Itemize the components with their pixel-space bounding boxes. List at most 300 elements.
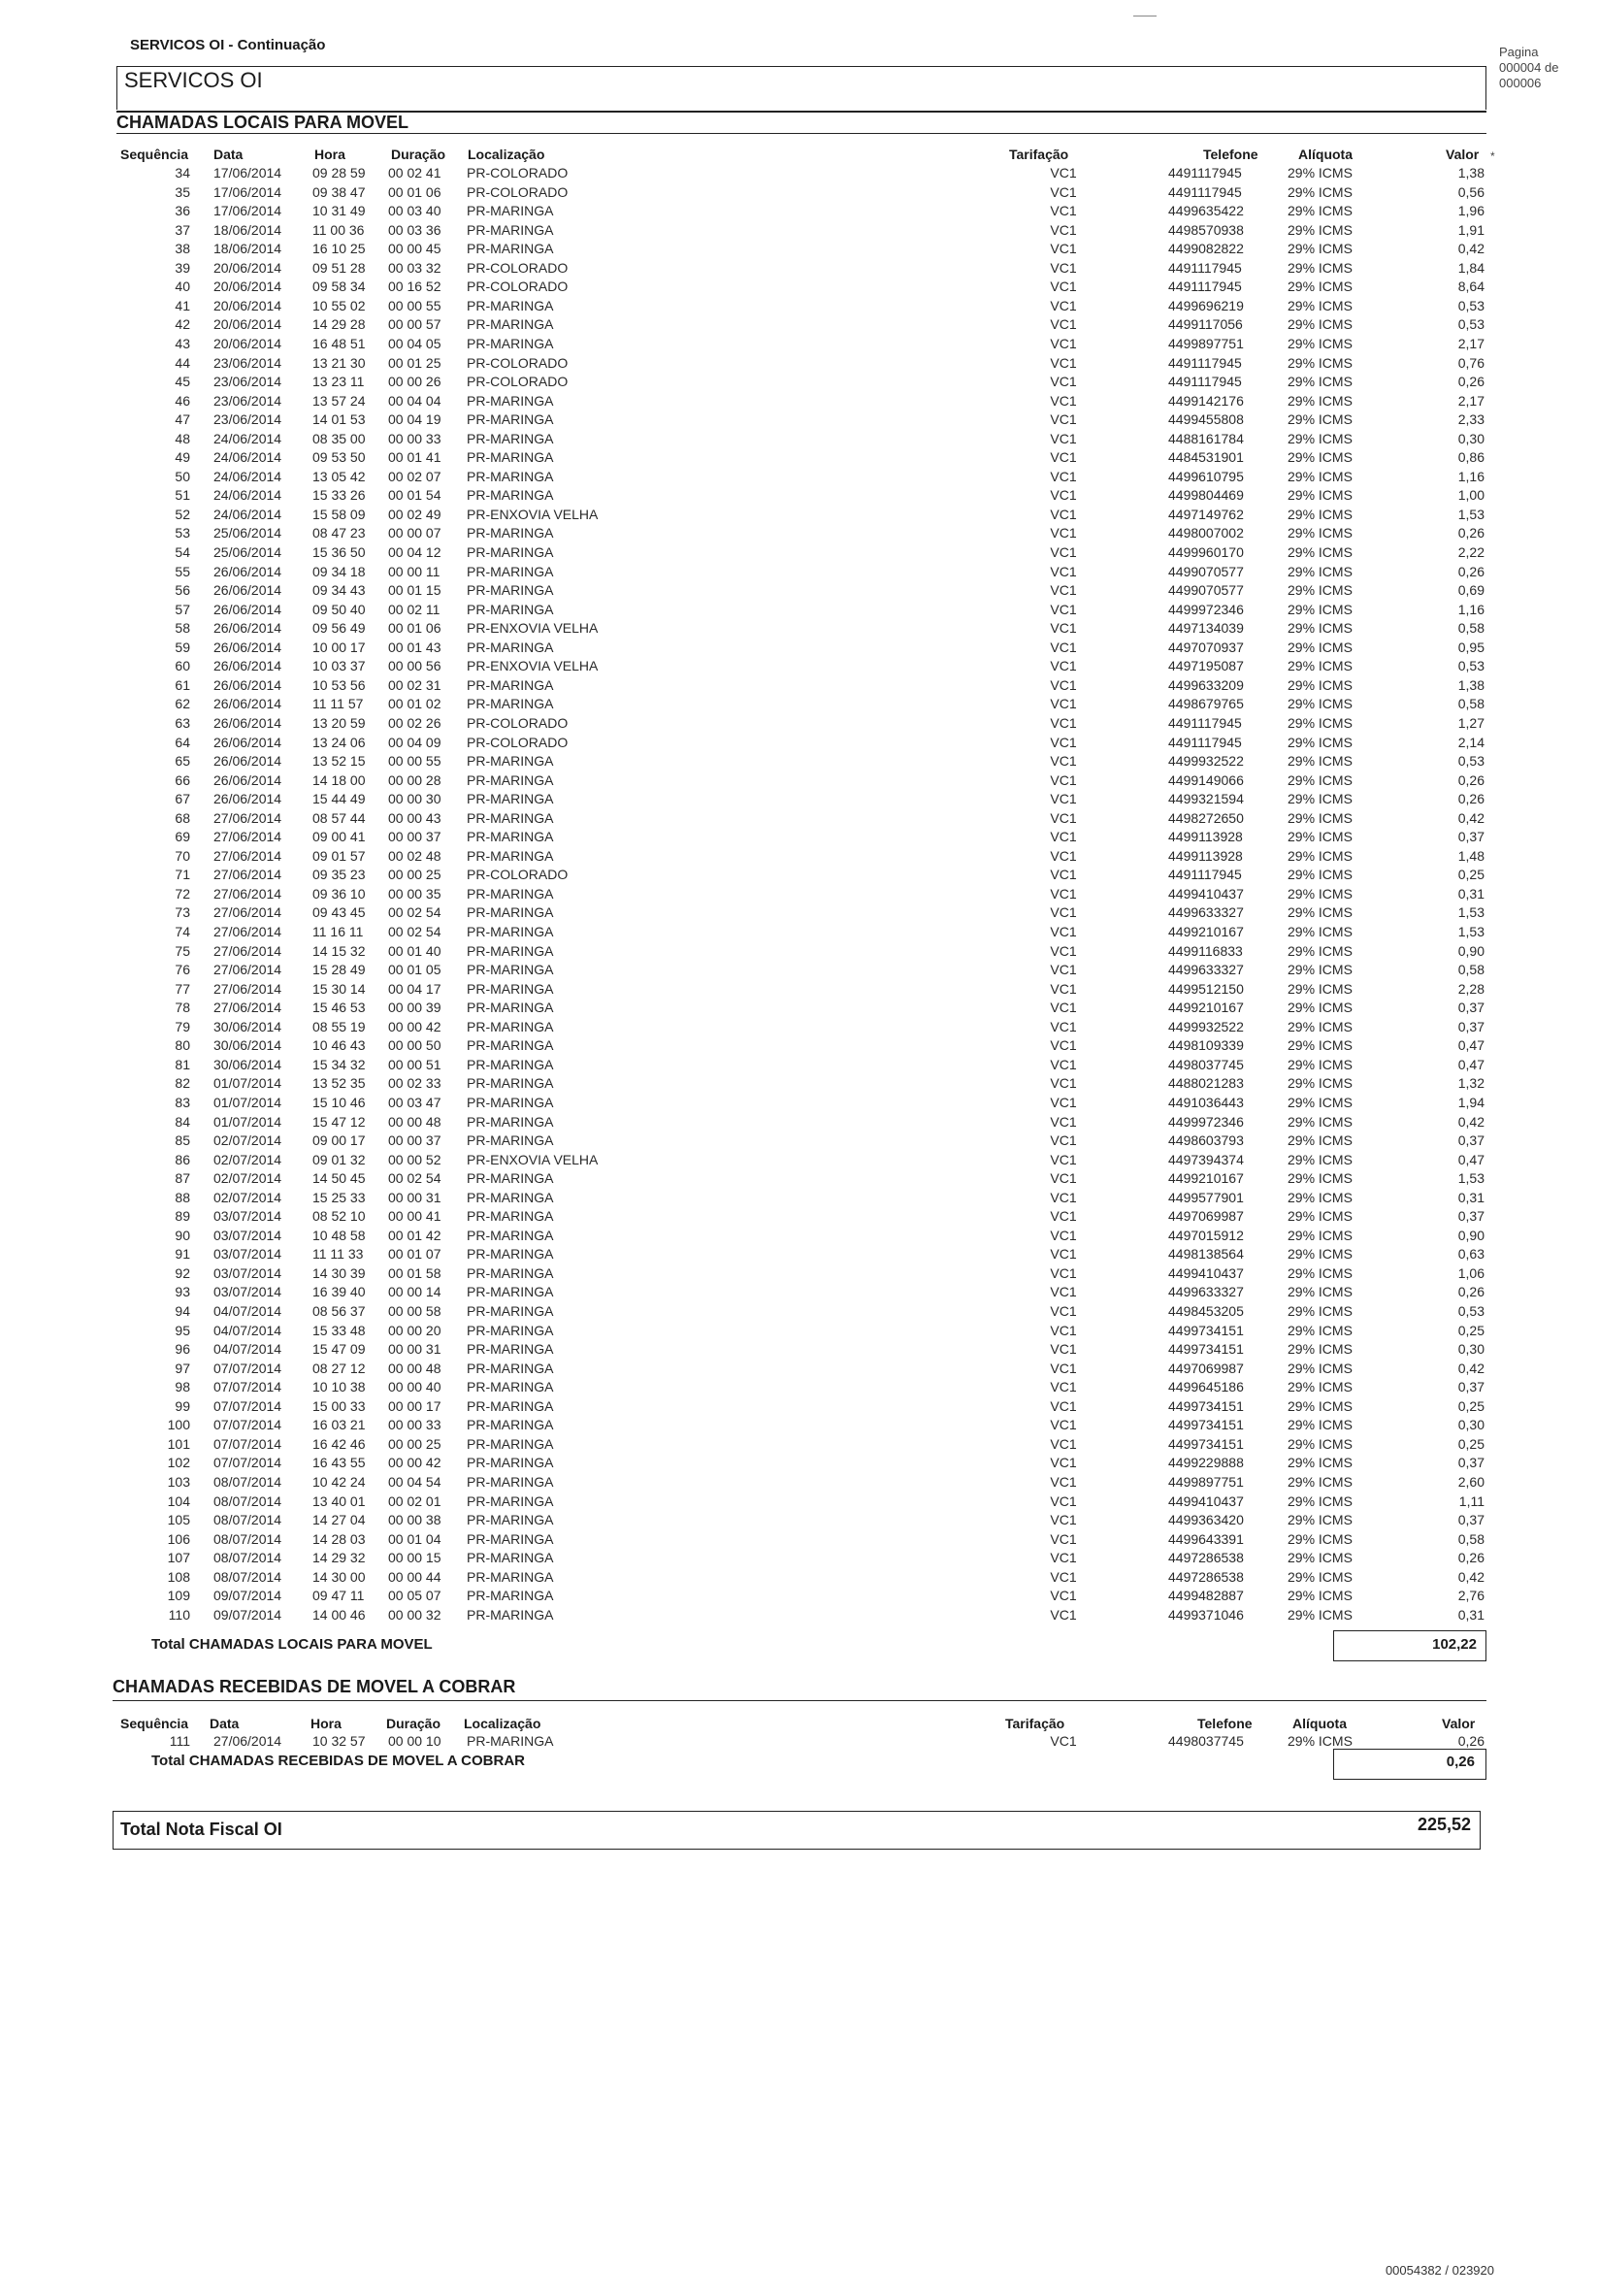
- cell-data: 07/07/2014: [213, 1417, 282, 1433]
- cell-hora: 08 57 44: [312, 809, 366, 826]
- cell-tarifacao: VC1: [1050, 468, 1077, 484]
- cell-localizacao: PR-ENXOVIA VELHA: [467, 1151, 599, 1167]
- cell-tarifacao: VC1: [1050, 1588, 1077, 1604]
- cell-tarifacao: VC1: [1050, 1341, 1077, 1358]
- col-valor: Valor: [1442, 1716, 1476, 1731]
- cell-hora: 14 00 46: [312, 1606, 366, 1623]
- footer-code: 00054382 / 023920: [1385, 2263, 1494, 2278]
- cell-data: 30/06/2014: [213, 1056, 282, 1072]
- cell-valor: 0,26: [1457, 1733, 1485, 1749]
- cell-valor: 0,53: [1457, 316, 1485, 333]
- table-row: [0, 1474, 1599, 1492]
- cell-tarifacao: VC1: [1050, 1360, 1077, 1376]
- cell-tarifacao: VC1: [1050, 1018, 1077, 1034]
- cell-hora: 09 00 17: [312, 1132, 366, 1149]
- cell-hora: 15 33 26: [312, 487, 366, 504]
- cell-hora: 10 10 38: [312, 1379, 366, 1395]
- col-tarifacao: Tarifação: [1009, 147, 1069, 162]
- cell-aliquota: 29% ICMS: [1288, 165, 1353, 180]
- cell-tarifacao: VC1: [1050, 847, 1077, 864]
- cell-seq: 79: [175, 1018, 190, 1034]
- cell-hora: 13 23 11: [312, 374, 365, 390]
- cell-aliquota: 29% ICMS: [1288, 544, 1353, 560]
- cell-tarifacao: VC1: [1050, 1303, 1077, 1319]
- cell-localizacao: PR-MARINGA: [467, 1264, 554, 1281]
- cell-localizacao: PR-COLORADO: [467, 165, 569, 180]
- cell-aliquota: 29% ICMS: [1288, 525, 1353, 541]
- cell-tarifacao: VC1: [1050, 411, 1077, 428]
- cell-seq: 41: [175, 297, 190, 313]
- cell-aliquota: 29% ICMS: [1288, 1588, 1353, 1604]
- cell-aliquota: 29% ICMS: [1288, 1530, 1353, 1547]
- cell-tarifacao: VC1: [1050, 1037, 1077, 1054]
- cell-tarifacao: VC1: [1050, 1284, 1077, 1300]
- cell-valor: 0,26: [1457, 1284, 1485, 1300]
- table-row: [0, 222, 1599, 241]
- cell-localizacao: PR-MARINGA: [467, 1056, 554, 1072]
- cell-duracao: 00 01 42: [388, 1227, 441, 1243]
- cell-tarifacao: VC1: [1050, 241, 1077, 257]
- cell-tarifacao: VC1: [1050, 487, 1077, 504]
- cell-data: 08/07/2014: [213, 1492, 282, 1509]
- cell-telefone: 4499482887: [1168, 1588, 1244, 1604]
- cell-aliquota: 29% ICMS: [1288, 1037, 1353, 1054]
- cell-tarifacao: VC1: [1050, 374, 1077, 390]
- cell-duracao: 00 00 15: [388, 1550, 441, 1566]
- cell-seq: 36: [175, 203, 190, 219]
- cell-seq: 98: [175, 1379, 190, 1395]
- cell-localizacao: PR-COLORADO: [467, 867, 569, 883]
- cell-valor: 0,58: [1457, 1530, 1485, 1547]
- cell-aliquota: 29% ICMS: [1288, 316, 1353, 333]
- cell-hora: 11 00 36: [312, 221, 365, 238]
- cell-duracao: 00 00 31: [388, 1189, 441, 1205]
- cell-localizacao: PR-MARINGA: [467, 582, 554, 599]
- cell-data: 27/06/2014: [213, 867, 282, 883]
- cell-hora: 16 48 51: [312, 335, 366, 351]
- cell-tarifacao: VC1: [1050, 1417, 1077, 1433]
- cell-duracao: 00 00 07: [388, 525, 441, 541]
- cell-valor: 0,30: [1457, 1341, 1485, 1358]
- cell-localizacao: PR-MARINGA: [467, 676, 554, 693]
- cell-aliquota: 29% ICMS: [1288, 1094, 1353, 1110]
- cell-seq: 80: [175, 1037, 190, 1054]
- cell-aliquota: 29% ICMS: [1288, 791, 1353, 807]
- table-row: [0, 355, 1599, 374]
- cell-localizacao: PR-MARINGA: [467, 1530, 554, 1547]
- col-localizacao: Localização: [464, 1716, 541, 1731]
- cell-hora: 15 25 33: [312, 1189, 366, 1205]
- table-row: [0, 791, 1599, 809]
- col-duracao: Duração: [391, 147, 446, 162]
- cell-telefone: 4497149762: [1168, 506, 1244, 522]
- cell-hora: 16 43 55: [312, 1455, 366, 1471]
- cell-valor: 0,42: [1457, 1360, 1485, 1376]
- cell-seq: 46: [175, 392, 190, 409]
- cell-telefone: 4499410437: [1168, 1264, 1244, 1281]
- cell-telefone: 4498272650: [1168, 809, 1244, 826]
- cell-duracao: 00 00 31: [388, 1341, 441, 1358]
- cell-data: 26/06/2014: [213, 791, 282, 807]
- cell-duracao: 00 00 30: [388, 791, 441, 807]
- cell-duracao: 00 04 04: [388, 392, 441, 409]
- cell-data: 30/06/2014: [213, 1018, 282, 1034]
- table-row: [0, 829, 1599, 847]
- cell-data: 01/07/2014: [213, 1094, 282, 1110]
- cell-hora: 10 48 58: [312, 1227, 366, 1243]
- cell-aliquota: 29% ICMS: [1288, 259, 1353, 276]
- cell-seq: 97: [175, 1360, 190, 1376]
- cell-tarifacao: VC1: [1050, 1227, 1077, 1243]
- cell-telefone: 4499229888: [1168, 1455, 1244, 1471]
- cell-aliquota: 29% ICMS: [1288, 1492, 1353, 1509]
- cell-data: 08/07/2014: [213, 1473, 282, 1490]
- cell-duracao: 00 00 50: [388, 1037, 441, 1054]
- cell-duracao: 00 02 54: [388, 1170, 441, 1187]
- cell-aliquota: 29% ICMS: [1288, 847, 1353, 864]
- cell-valor: 2,14: [1457, 734, 1485, 750]
- cell-seq: 65: [175, 753, 190, 770]
- cell-data: 20/06/2014: [213, 297, 282, 313]
- cell-aliquota: 29% ICMS: [1288, 1018, 1353, 1034]
- cell-tarifacao: VC1: [1050, 1473, 1077, 1490]
- cell-hora: 09 34 43: [312, 582, 366, 599]
- cell-valor: 0,26: [1457, 1550, 1485, 1566]
- cell-data: 25/06/2014: [213, 525, 282, 541]
- cell-duracao: 00 01 25: [388, 354, 441, 371]
- cell-tarifacao: VC1: [1050, 1170, 1077, 1187]
- cell-seq: 48: [175, 430, 190, 446]
- cell-duracao: 00 05 07: [388, 1588, 441, 1604]
- cell-seq: 87: [175, 1170, 190, 1187]
- cell-hora: 09 36 10: [312, 885, 366, 902]
- col-aliquota: Alíquota: [1298, 147, 1353, 162]
- cell-aliquota: 29% ICMS: [1288, 221, 1353, 238]
- cell-aliquota: 29% ICMS: [1288, 1246, 1353, 1263]
- table-row: [0, 1170, 1599, 1189]
- cell-hora: 14 29 32: [312, 1550, 366, 1566]
- cell-data: 26/06/2014: [213, 771, 282, 788]
- cell-duracao: 00 01 07: [388, 1246, 441, 1263]
- cell-localizacao: PR-MARINGA: [467, 829, 554, 845]
- cell-localizacao: PR-MARINGA: [467, 1000, 554, 1016]
- cell-aliquota: 29% ICMS: [1288, 468, 1353, 484]
- cell-seq: 101: [167, 1435, 190, 1452]
- cell-hora: 14 30 39: [312, 1264, 366, 1281]
- cell-duracao: 00 04 17: [388, 980, 441, 997]
- cell-seq: 72: [175, 885, 190, 902]
- cell-data: 20/06/2014: [213, 335, 282, 351]
- cell-localizacao: PR-ENXOVIA VELHA: [467, 506, 599, 522]
- cell-hora: 08 27 12: [312, 1360, 366, 1376]
- cell-hora: 15 00 33: [312, 1397, 366, 1414]
- cell-tarifacao: VC1: [1050, 297, 1077, 313]
- cell-duracao: 00 01 06: [388, 183, 441, 200]
- cell-seq: 55: [175, 563, 190, 579]
- cell-duracao: 00 00 52: [388, 1151, 441, 1167]
- cell-data: 27/06/2014: [213, 1733, 282, 1749]
- cell-duracao: 00 00 55: [388, 297, 441, 313]
- cell-seq: 56: [175, 582, 190, 599]
- cell-duracao: 00 02 33: [388, 1075, 441, 1092]
- table-row: [0, 279, 1599, 297]
- cell-data: 03/07/2014: [213, 1284, 282, 1300]
- cell-telefone: 4499897751: [1168, 335, 1244, 351]
- col-data: Data: [210, 1716, 240, 1731]
- cell-tarifacao: VC1: [1050, 885, 1077, 902]
- cell-tarifacao: VC1: [1050, 601, 1077, 617]
- cell-telefone: 4499371046: [1168, 1606, 1244, 1623]
- cell-aliquota: 29% ICMS: [1288, 449, 1353, 466]
- cell-valor: 0,26: [1457, 563, 1485, 579]
- cell-localizacao: PR-MARINGA: [467, 1397, 554, 1414]
- cell-duracao: 00 02 54: [388, 924, 441, 939]
- subsection-divider: [116, 133, 1486, 134]
- cell-localizacao: PR-MARINGA: [467, 962, 554, 978]
- col-valor: Valor: [1446, 147, 1480, 162]
- cell-localizacao: PR-MARINGA: [467, 1512, 554, 1528]
- table-row: [0, 1607, 1599, 1625]
- cell-tarifacao: VC1: [1050, 1492, 1077, 1509]
- cell-hora: 09 01 57: [312, 847, 366, 864]
- cell-seq: 54: [175, 544, 190, 560]
- cell-tarifacao: VC1: [1050, 924, 1077, 939]
- cell-data: 26/06/2014: [213, 620, 282, 637]
- cell-data: 04/07/2014: [213, 1341, 282, 1358]
- cell-valor: 1,53: [1457, 924, 1485, 939]
- cell-data: 24/06/2014: [213, 430, 282, 446]
- table-row: [0, 772, 1599, 791]
- cell-data: 08/07/2014: [213, 1512, 282, 1528]
- cell-data: 09/07/2014: [213, 1606, 282, 1623]
- cell-valor: 0,25: [1457, 867, 1485, 883]
- cell-tarifacao: VC1: [1050, 392, 1077, 409]
- cell-telefone: 4499070577: [1168, 582, 1244, 599]
- cell-hora: 10 03 37: [312, 658, 366, 674]
- table-row: [0, 981, 1599, 1000]
- cell-aliquota: 29% ICMS: [1288, 374, 1353, 390]
- cell-aliquota: 29% ICMS: [1288, 1132, 1353, 1149]
- cell-data: 20/06/2014: [213, 259, 282, 276]
- cell-localizacao: PR-MARINGA: [467, 297, 554, 313]
- cell-valor: 0,63: [1457, 1246, 1485, 1263]
- cell-duracao: 00 00 56: [388, 658, 441, 674]
- cell-seq: 105: [167, 1512, 190, 1528]
- cell-seq: 34: [175, 165, 190, 180]
- cell-tarifacao: VC1: [1050, 316, 1077, 333]
- cell-aliquota: 29% ICMS: [1288, 658, 1353, 674]
- table-row: [0, 1379, 1599, 1397]
- cell-seq: 38: [175, 241, 190, 257]
- cell-valor: 0,37: [1457, 829, 1485, 845]
- table-row: [0, 1019, 1599, 1037]
- cell-localizacao: PR-MARINGA: [467, 980, 554, 997]
- cell-data: 01/07/2014: [213, 1075, 282, 1092]
- cell-data: 30/06/2014: [213, 1037, 282, 1054]
- cell-duracao: 00 02 11: [388, 601, 441, 617]
- cell-localizacao: PR-MARINGA: [467, 1208, 554, 1225]
- section2-title: CHAMADAS RECEBIDAS DE MOVEL A COBRAR: [113, 1677, 516, 1696]
- cell-aliquota: 29% ICMS: [1288, 1360, 1353, 1376]
- cell-seq: 59: [175, 639, 190, 655]
- cell-localizacao: PR-MARINGA: [467, 1492, 554, 1509]
- cell-aliquota: 29% ICMS: [1288, 1322, 1353, 1338]
- cell-duracao: 00 02 26: [388, 714, 441, 731]
- cell-seq: 71: [175, 867, 190, 883]
- cell-seq: 49: [175, 449, 190, 466]
- cell-valor: 2,22: [1457, 544, 1485, 560]
- table-row: [0, 1284, 1599, 1302]
- cell-aliquota: 29% ICMS: [1288, 1733, 1353, 1749]
- total-locais-label: Total CHAMADAS LOCAIS PARA MOVEL: [151, 1636, 433, 1653]
- cell-data: 07/07/2014: [213, 1360, 282, 1376]
- cell-duracao: 00 00 37: [388, 1132, 441, 1149]
- cell-valor: 1,48: [1457, 847, 1485, 864]
- cell-data: 01/07/2014: [213, 1113, 282, 1130]
- cell-seq: 63: [175, 714, 190, 731]
- cell-data: 24/06/2014: [213, 468, 282, 484]
- table-row: [0, 298, 1599, 316]
- cell-hora: 10 00 17: [312, 639, 366, 655]
- cell-seq: 52: [175, 506, 190, 522]
- cell-telefone: 4484531901: [1168, 449, 1244, 466]
- cell-localizacao: PR-MARINGA: [467, 221, 554, 238]
- cell-tarifacao: VC1: [1050, 354, 1077, 371]
- cell-hora: 09 38 47: [312, 183, 366, 200]
- cell-hora: 15 10 46: [312, 1094, 366, 1110]
- cell-duracao: 00 01 06: [388, 620, 441, 637]
- cell-valor: 0,42: [1457, 241, 1485, 257]
- table-row: [0, 316, 1599, 335]
- col-localizacao: Localização: [468, 147, 545, 162]
- cell-hora: 15 36 50: [312, 544, 366, 560]
- cell-duracao: 00 02 41: [388, 165, 441, 180]
- cell-aliquota: 29% ICMS: [1288, 1379, 1353, 1395]
- table-row: [0, 1531, 1599, 1550]
- table-row: [0, 904, 1599, 923]
- cell-tarifacao: VC1: [1050, 1397, 1077, 1414]
- cell-aliquota: 29% ICMS: [1288, 714, 1353, 731]
- total-recebidas-label: Total CHAMADAS RECEBIDAS DE MOVEL A COBRAR: [151, 1753, 526, 1769]
- cell-seq: 35: [175, 183, 190, 200]
- cell-aliquota: 29% ICMS: [1288, 1303, 1353, 1319]
- table-row: [0, 735, 1599, 753]
- cell-localizacao: PR-MARINGA: [467, 335, 554, 351]
- cell-data: 26/06/2014: [213, 753, 282, 770]
- col-hora: Hora: [310, 1716, 342, 1731]
- cell-valor: 0,47: [1457, 1056, 1485, 1072]
- cell-seq: 50: [175, 468, 190, 484]
- cell-telefone: 4491117945: [1168, 354, 1242, 371]
- table-row: [0, 810, 1599, 829]
- cell-tarifacao: VC1: [1050, 1512, 1077, 1528]
- cell-duracao: 00 00 32: [388, 1606, 441, 1623]
- cell-aliquota: 29% ICMS: [1288, 1151, 1353, 1167]
- cell-data: 04/07/2014: [213, 1322, 282, 1338]
- cell-duracao: 00 01 15: [388, 582, 441, 599]
- cell-telefone: 4491117945: [1168, 279, 1242, 295]
- table-row: [0, 620, 1599, 639]
- cell-data: 27/06/2014: [213, 942, 282, 959]
- table-row: [0, 1228, 1599, 1246]
- asterisk-mark: *: [1490, 149, 1495, 163]
- cell-tarifacao: VC1: [1050, 335, 1077, 351]
- cell-telefone: 4497069987: [1168, 1360, 1244, 1376]
- cell-hora: 10 42 24: [312, 1473, 366, 1490]
- cell-localizacao: PR-MARINGA: [467, 809, 554, 826]
- cell-hora: 09 53 50: [312, 449, 366, 466]
- cell-valor: 2,76: [1457, 1588, 1485, 1604]
- cell-seq: 53: [175, 525, 190, 541]
- cell-valor: 1,53: [1457, 904, 1485, 921]
- cell-aliquota: 29% ICMS: [1288, 430, 1353, 446]
- cell-seq: 82: [175, 1075, 190, 1092]
- cell-aliquota: 29% ICMS: [1288, 942, 1353, 959]
- cell-telefone: 4497070937: [1168, 639, 1244, 655]
- cell-hora: 09 35 23: [312, 867, 366, 883]
- cell-hora: 11 11 57: [312, 696, 364, 712]
- continuation-header: SERVICOS OI - Continuação: [130, 37, 326, 53]
- cell-data: 08/07/2014: [213, 1530, 282, 1547]
- table-row: [0, 848, 1599, 867]
- table-row: [0, 1208, 1599, 1227]
- cell-aliquota: 29% ICMS: [1288, 1435, 1353, 1452]
- col-telefone: Telefone: [1197, 1716, 1253, 1731]
- cell-hora: 08 47 23: [312, 525, 366, 541]
- cell-hora: 13 21 30: [312, 354, 366, 371]
- cell-localizacao: PR-COLORADO: [467, 714, 569, 731]
- total-locais-value: 102,22: [1432, 1636, 1477, 1653]
- cell-tarifacao: VC1: [1050, 639, 1077, 655]
- cell-valor: 0,58: [1457, 696, 1485, 712]
- cell-valor: 0,47: [1457, 1037, 1485, 1054]
- cell-data: 26/06/2014: [213, 563, 282, 579]
- cell-telefone: 4497015912: [1168, 1227, 1244, 1243]
- cell-seq: 91: [175, 1246, 190, 1263]
- cell-aliquota: 29% ICMS: [1288, 1341, 1353, 1358]
- cell-data: 26/06/2014: [213, 734, 282, 750]
- table-row: [0, 677, 1599, 696]
- cell-localizacao: PR-MARINGA: [467, 1018, 554, 1034]
- cell-tarifacao: VC1: [1050, 1000, 1077, 1016]
- cell-seq: 90: [175, 1227, 190, 1243]
- cell-telefone: 4499734151: [1168, 1341, 1244, 1358]
- cell-valor: 0,53: [1457, 753, 1485, 770]
- cell-seq: 88: [175, 1189, 190, 1205]
- cell-valor: 8,64: [1457, 279, 1485, 295]
- cell-duracao: 00 00 35: [388, 885, 441, 902]
- cell-hora: 09 34 18: [312, 563, 366, 579]
- cell-telefone: 4499070577: [1168, 563, 1244, 579]
- cell-localizacao: PR-MARINGA: [467, 1341, 554, 1358]
- cell-seq: 45: [175, 374, 190, 390]
- nota-fiscal-box: [113, 1811, 1481, 1850]
- cell-seq: 61: [175, 676, 190, 693]
- cell-telefone: 4497394374: [1168, 1151, 1244, 1167]
- cell-aliquota: 29% ICMS: [1288, 1170, 1353, 1187]
- cell-hora: 14 27 04: [312, 1512, 366, 1528]
- cell-tarifacao: VC1: [1050, 1094, 1077, 1110]
- cell-hora: 11 16 11: [312, 924, 364, 939]
- cell-seq: 85: [175, 1132, 190, 1149]
- nota-fiscal-value: 225,52: [1417, 1815, 1471, 1834]
- col-aliquota: Alíquota: [1292, 1716, 1347, 1731]
- cell-data: 25/06/2014: [213, 544, 282, 560]
- cell-telefone: 4497195087: [1168, 658, 1244, 674]
- cell-localizacao: PR-MARINGA: [467, 847, 554, 864]
- cell-valor: 0,58: [1457, 962, 1485, 978]
- cell-tarifacao: VC1: [1050, 544, 1077, 560]
